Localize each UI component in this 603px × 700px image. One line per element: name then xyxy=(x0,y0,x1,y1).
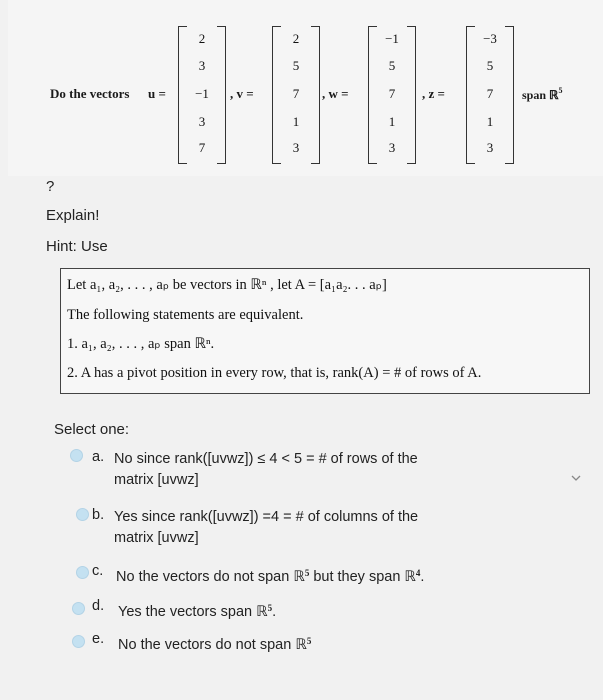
question-mark: ? xyxy=(46,178,55,195)
w-label: , w = xyxy=(322,86,349,101)
option-c-letter: c. xyxy=(92,563,104,579)
option-b-text-line1: Yes since rank([uvwz]) =4 = # of columns of the xyxy=(114,509,419,525)
z-entry-2: 5 xyxy=(486,58,494,73)
u-label: u = xyxy=(148,86,166,101)
option-b-radio[interactable] xyxy=(76,508,89,521)
option-c-text: No the vectors do not span ℝ$^5$ but they span ℝ$^4$. xyxy=(116,568,425,585)
v-entry-2: 5 xyxy=(292,58,300,73)
z-entry-5: 3 xyxy=(486,140,494,155)
vector-u xyxy=(178,26,226,166)
theorem-box xyxy=(60,268,590,394)
option-a-text-line1: No since rank([uvwz]) ≤ 4 < 5 = # of rows of the xyxy=(114,451,418,467)
vector-z xyxy=(466,26,514,166)
option-a-radio[interactable] xyxy=(70,449,83,462)
vector-w xyxy=(368,26,416,166)
u-entry-2: 3 xyxy=(198,58,206,73)
vector-v xyxy=(272,26,320,166)
u-entry-4: 3 xyxy=(198,114,206,129)
u-entry-5: 7 xyxy=(198,140,206,155)
v-label: , v = xyxy=(230,86,254,101)
z-entry-3: 7 xyxy=(486,86,494,101)
w-entry-5: 3 xyxy=(388,140,396,155)
explain-prompt: Explain! xyxy=(46,207,100,224)
chevron-down-icon xyxy=(571,470,581,480)
z-entry-4: 1 xyxy=(486,114,494,129)
w-entry-3: 7 xyxy=(388,86,396,101)
option-a-text-line2: matrix [uvwz] xyxy=(114,472,199,488)
option-d-radio[interactable] xyxy=(72,602,85,615)
option-d-text: Yes the vectors span ℝ$^5$. xyxy=(118,603,277,620)
option-b-text-line2: matrix [uvwz] xyxy=(114,530,199,546)
option-b-letter: b. xyxy=(92,507,105,523)
w-entry-1: −1 xyxy=(385,31,399,46)
w-entry-2: 5 xyxy=(388,58,396,73)
u-entry-3: −1 xyxy=(195,86,209,101)
v-entry-4: 1 xyxy=(292,114,300,129)
span-suffix: span ℝ$^5$ xyxy=(522,86,563,102)
question-prefix: Do the vectors xyxy=(50,86,130,101)
select-one-label: Select one: xyxy=(54,421,130,438)
hint-label: Hint: Use xyxy=(46,238,108,255)
option-d-letter: d. xyxy=(92,598,105,614)
v-entry-5: 3 xyxy=(292,140,300,155)
w-entry-4: 1 xyxy=(388,114,396,129)
v-entry-1: 2 xyxy=(292,31,300,46)
option-c-radio[interactable] xyxy=(76,566,89,579)
option-e-text: No the vectors do not span ℝ$^5$ xyxy=(118,636,312,653)
theorem-line-2: The following statements are equivalent. xyxy=(67,307,304,323)
z-label: , z = xyxy=(422,86,445,101)
option-e-radio[interactable] xyxy=(72,635,85,648)
theorem-line-1: Let a₁, a₂, . . . , aₚ be vectors in ℝⁿ , let A = [a₁a₂. . . aₚ] xyxy=(67,277,387,293)
option-e-letter: e. xyxy=(92,631,105,647)
z-entry-1: −3 xyxy=(483,31,497,46)
theorem-line-4: 2. A has a pivot position in every row, that is, rank(A) = # of rows of A. xyxy=(67,365,482,381)
span-exponent: 5 xyxy=(558,86,563,95)
u-entry-1: 2 xyxy=(198,31,206,46)
theorem-line-3: 1. a₁, a₂, . . . , aₚ span ℝⁿ. xyxy=(67,336,215,352)
option-a-letter: a. xyxy=(92,449,105,465)
v-entry-3: 7 xyxy=(292,86,300,101)
